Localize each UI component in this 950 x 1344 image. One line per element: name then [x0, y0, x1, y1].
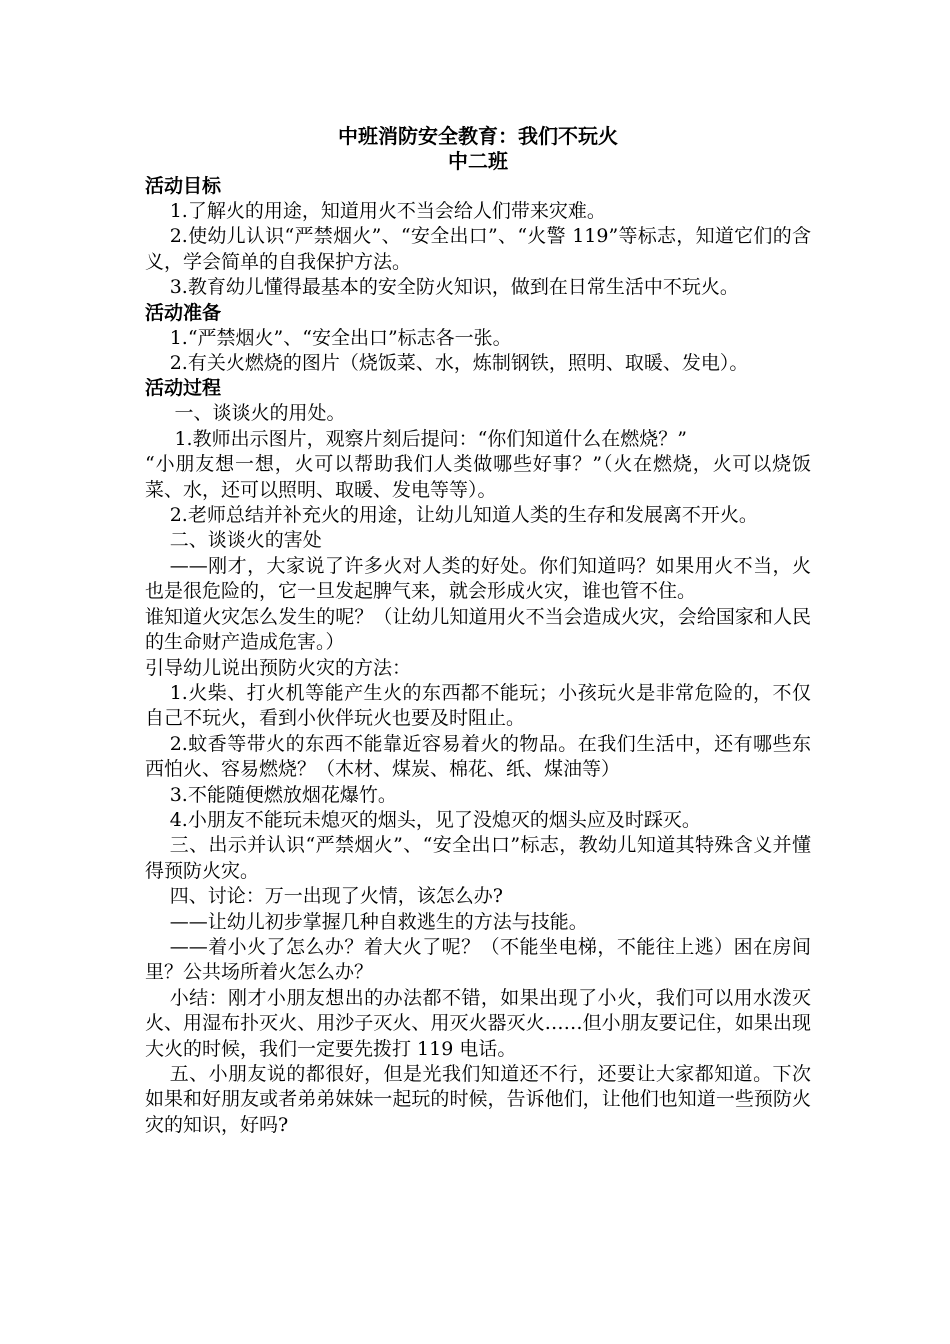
prep-item-1: 1.“严禁烟火”、“安全出口”标志各一张。 [169, 326, 512, 349]
process-paragraph: “小朋友想一想，火可以帮助我们人类做哪些好事？”（火在燃烧，火可以烧饭菜、水，还可以照明、取暖、发电等等）。 [145, 453, 811, 501]
process-paragraph: 二、谈谈火的害处 [169, 529, 322, 552]
process-paragraph: 4.小朋友不能玩未熄灭的烟头，见了没熄灭的烟头应及时踩灭。 [169, 808, 701, 831]
process-paragraph: 五、小朋友说的都很好，但是光我们知道还不行，还要让大家都知道。下次如果和好朋友或者弟弟妹妹一起玩的时候，告诉他们，让他们也知道一些预防火灾的知识，好吗? [145, 1063, 811, 1136]
section-heading-goals: 活动目标 [145, 175, 222, 197]
process-paragraph: 三、出示并认识“严禁烟火”、“安全出口”标志，教幼儿知道其特殊含义并懂得预防火灾。 [145, 834, 811, 882]
section-heading-prep: 活动准备 [145, 301, 222, 324]
section-heading-process: 活动过程 [145, 377, 222, 400]
goal-item-1: 1.了解火的用途，知道用火不当会给人们带来灾难。 [169, 200, 606, 222]
prep-item-2: 2.有关火燃烧的图片（烧饭菜、水，炼制钢铁，照明、取暖、发电）。 [169, 352, 749, 375]
process-paragraph: 2.老师总结并补充火的用途，让幼儿知道人类的生存和发展离不开火。 [169, 504, 758, 527]
process-paragraph: 小结：刚才小朋友想出的办法都不错，如果出现了小火，我们可以用水泼灭火、用湿布扑灭火、用沙子灭火、用灭火器灭火……但小朋友要记住，如果出现大火的时候，我们一定要先拨打 119 电话。 [145, 986, 811, 1060]
process-paragraph: ——刚才，大家说了许多火对人类的好处。你们知道吗？如果用火不当，火也是很危险的，它一旦发起脾气来，就会形成火灾，谁也管不住。 [145, 554, 811, 603]
process-paragraph: 3.不能随便燃放烟花爆竹。 [169, 783, 397, 806]
process-paragraph: 2.蚊香等带火的东西不能靠近容易着火的物品。在我们生活中，还有哪些东西怕火、容易燃烧？（木材、煤炭、棉花、纸、煤油等） [145, 732, 811, 781]
process-paragraph: 谁知道火灾怎么发生的呢？（让幼儿知道用火不当会造成火灾，会给国家和人民的生命财产造成危害。） [145, 605, 811, 654]
process-paragraph: ——让幼儿初步掌握几种自救逃生的方法与技能。 [169, 910, 588, 933]
process-paragraph: 四、讨论：万一出现了火情，该怎么办? [169, 885, 503, 908]
document-title: 中班消防安全教育：我们不玩火 [338, 124, 618, 148]
process-paragraph: 引导幼儿说出预防火灾的方法： [145, 656, 412, 679]
process-paragraph: 1.火柴、打火机等能产生火的东西都不能玩；小孩玩火是非常危险的，不仅自己不玩火，看到小伙伴玩火也要及时阻止。 [145, 681, 811, 730]
process-paragraph: 1.教师出示图片，观察片刻后提问：“你们知道什么在燃烧？” [174, 427, 687, 450]
class-name: 中二班 [448, 149, 508, 173]
process-paragraph: 一、谈谈火的用处。 [174, 402, 346, 425]
goal-item-3: 3.教育幼儿懂得最基本的安全防火知识，做到在日常生活中不玩火。 [169, 276, 739, 299]
document-page [145, 124, 811, 1138]
goal-item-2: 2.使幼儿认识“严禁烟火”、“安全出口”、“火警 119”等标志，知道它们的含义，学会简单的自我保护方法。 [145, 225, 811, 273]
process-paragraph: ——着小火了怎么办？着大火了呢？（不能坐电梯，不能往上逃）困在房间里？公共场所着火怎么办？ [145, 935, 811, 984]
